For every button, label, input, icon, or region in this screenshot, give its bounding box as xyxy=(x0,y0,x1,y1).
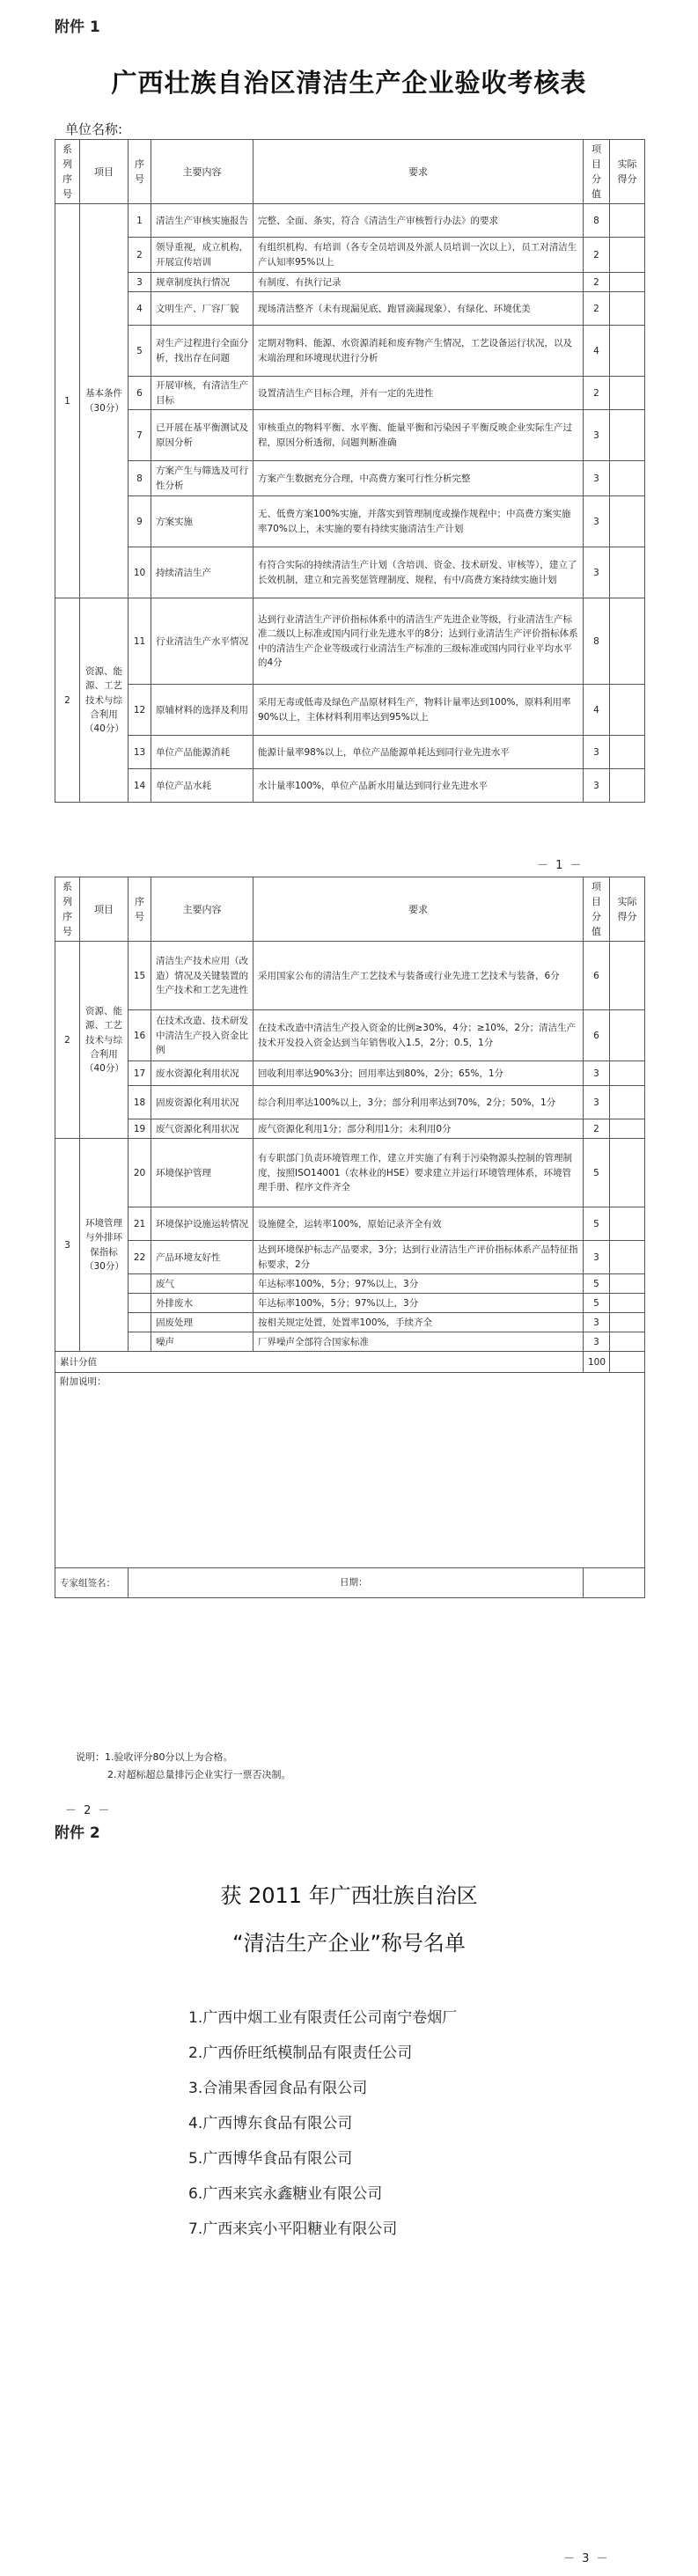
row-requirement: 年达标率100%，5分；97%以上，3分 xyxy=(253,1294,584,1313)
list-item: 7.广西来宾小平阳糖业有限公司 xyxy=(188,2220,398,2238)
table-row xyxy=(55,1313,645,1332)
header-content: 主要内容 xyxy=(151,877,253,942)
row-actual-score[interactable] xyxy=(610,942,645,1010)
row-actual-score[interactable] xyxy=(610,1139,645,1207)
row-no xyxy=(129,1294,151,1313)
row-content: 单位产品能源消耗 xyxy=(151,736,253,769)
header-score: 项目分值 xyxy=(584,140,610,204)
header-series-no: 系列序号 xyxy=(55,140,80,204)
row-requirement: 有组织机构、有培训（各专全员培训及外派人员培训一次以上），员工对清洁生产认知率95%以上 xyxy=(253,238,584,273)
row-no: 6 xyxy=(129,377,151,410)
row-no: 20 xyxy=(129,1139,151,1207)
row-content: 文明生产、厂容厂貌 xyxy=(151,292,253,326)
remarks-label: 附加说明： xyxy=(60,1376,107,1388)
assessment-table-page-1 xyxy=(55,139,645,803)
row-content: 单位产品水耗 xyxy=(151,769,253,803)
table-row xyxy=(55,547,645,598)
row-score: 3 xyxy=(584,736,610,769)
row-actual-score[interactable] xyxy=(610,1010,645,1061)
row-content: 规章制度执行情况 xyxy=(151,273,253,292)
table-row xyxy=(55,377,645,410)
group-seq: 1 xyxy=(55,204,80,598)
row-requirement: 采用无毒或低毒及绿色产品原材料生产，物料计量率达到100%，原料利用率90%以上，主体材料利用率达到95%以上 xyxy=(253,685,584,736)
row-actual-score[interactable] xyxy=(610,292,645,326)
annex-2-label: 附件 2 xyxy=(55,1824,100,1842)
table-row xyxy=(55,598,645,685)
table-row xyxy=(55,1139,645,1207)
row-actual-score[interactable] xyxy=(610,1294,645,1313)
row-no: 15 xyxy=(129,942,151,1010)
row-actual-score[interactable] xyxy=(610,1241,645,1274)
list-item: 3.合浦果香园食品有限公司 xyxy=(188,2080,368,2097)
table-row xyxy=(55,1207,645,1241)
table-row xyxy=(55,1119,645,1139)
group-name: 资源、能源、工艺技术与综合利用（40分） xyxy=(80,942,129,1139)
row-actual-score[interactable] xyxy=(610,547,645,598)
row-requirement: 在技术改造中清洁生产投入资金的比例≥30%，4分；≥10%，2分；清洁生产技术开发投入资金达到当年销售收入1.5，2分；0.5，1分 xyxy=(253,1010,584,1061)
row-score: 3 xyxy=(584,1313,610,1332)
group-name: 基本条件（30分） xyxy=(80,204,129,598)
row-content: 对生产过程进行全面分析，找出存在问题 xyxy=(151,326,253,377)
table-row xyxy=(55,292,645,326)
table-row xyxy=(55,204,645,238)
row-score: 3 xyxy=(584,461,610,496)
header-requirement: 要求 xyxy=(253,877,584,942)
row-score: 6 xyxy=(584,1010,610,1061)
row-requirement: 水计量率100%，单位产品新水用量达到同行业先进水平 xyxy=(253,769,584,803)
row-requirement: 审核重点的物料平衡、水平衡、能量平衡和污染因子平衡反映企业实际生产过程，原因分析透彻，问题判断准确 xyxy=(253,410,584,461)
list-item: 1.广西中烟工业有限责任公司南宁卷烟厂 xyxy=(188,2009,458,2027)
table-row xyxy=(55,1010,645,1061)
row-actual-score[interactable] xyxy=(610,204,645,238)
row-content: 行业清洁生产水平情况 xyxy=(151,598,253,685)
group-seq: 3 xyxy=(55,1139,80,1352)
row-content: 清洁生产审核实施报告 xyxy=(151,204,253,238)
row-content: 噪声 xyxy=(151,1332,253,1352)
row-score: 5 xyxy=(584,1207,610,1241)
row-requirement: 完整、全面、条实，符合《清洁生产审核暂行办法》的要求 xyxy=(253,204,584,238)
row-content: 持续清洁生产 xyxy=(151,547,253,598)
row-no: 7 xyxy=(129,410,151,461)
row-requirement: 方案产生数据充分合理，中高费方案可行性分析完整 xyxy=(253,461,584,496)
page-number-1: － 1 － xyxy=(537,859,584,872)
signature-row xyxy=(55,1568,645,1598)
table-row xyxy=(55,1086,645,1119)
row-requirement: 有专职部门负责环境管理工作，建立并实施了有利于污染物源头控制的管理制度，按照ISO14001（农林业的HSE）要求建立并运行环境管理体系，环境管理手册、程序文件齐全 xyxy=(253,1139,584,1207)
list-item: 5.广西博华食品有限公司 xyxy=(188,2150,353,2168)
row-no xyxy=(129,1313,151,1332)
table-row xyxy=(55,238,645,273)
row-no: 19 xyxy=(129,1119,151,1139)
row-content: 环境保护设施运转情况 xyxy=(151,1207,253,1241)
table-row xyxy=(55,273,645,292)
list-title-line-1: 获 2011 年广西壮族自治区 xyxy=(220,1883,478,1908)
page-number-3: － 3 － xyxy=(563,2552,610,2565)
assessment-table-page-2 xyxy=(55,877,645,1598)
row-requirement: 废气资源化利用1分；部分利用1分；未利用0分 xyxy=(253,1119,584,1139)
row-requirement: 厂界噪声全部符合国家标准 xyxy=(253,1332,584,1352)
header-item: 项目 xyxy=(80,140,129,204)
header-actual: 实际得分 xyxy=(610,877,645,942)
date-field[interactable] xyxy=(584,1568,645,1598)
row-requirement: 设置清洁生产目标合理，并有一定的先进性 xyxy=(253,377,584,410)
row-score: 3 xyxy=(584,1332,610,1352)
row-requirement: 回收利用率达90%3分；回用率达到80%，2分；65%，1分 xyxy=(253,1061,584,1086)
note-2: 2.对超标超总量排污企业实行一票否决制。 xyxy=(107,1769,291,1780)
row-actual-score[interactable] xyxy=(610,326,645,377)
row-score: 5 xyxy=(584,1294,610,1313)
row-content: 环境保护管理 xyxy=(151,1139,253,1207)
row-no xyxy=(129,1274,151,1294)
row-requirement: 无、低费方案100%实施，并落实到管理制度或操作规程中；中高费方案实施率70%以上，未实施的要有持续实施清洁生产计划 xyxy=(253,496,584,547)
table-header-row xyxy=(55,877,645,942)
row-content: 废气资源化利用状况 xyxy=(151,1119,253,1139)
row-score: 8 xyxy=(584,598,610,685)
row-no: 17 xyxy=(129,1061,151,1086)
row-content: 废水资源化利用状况 xyxy=(151,1061,253,1086)
row-score: 2 xyxy=(584,273,610,292)
row-requirement: 有符合实际的持续清洁生产计划（含培训、资金、技术研发、审核等），建立了长效机制，建立和完善奖惩管理制度、规程，有中/高费方案持续实施计划 xyxy=(253,547,584,598)
row-content: 固废处理 xyxy=(151,1313,253,1332)
table-row xyxy=(55,769,645,803)
row-no: 3 xyxy=(129,273,151,292)
row-no: 22 xyxy=(129,1241,151,1274)
header-content: 主要内容 xyxy=(151,140,253,204)
row-content: 开展审核，有清洁生产目标 xyxy=(151,377,253,410)
group-name: 资源、能源、工艺技术与综合利用（40分） xyxy=(80,598,129,803)
row-requirement: 定期对物料、能源、水资源消耗和废弃物产生情况，工艺设备运行状况，以及末端治理和环境现状进行分析 xyxy=(253,326,584,377)
row-score: 3 xyxy=(584,1241,610,1274)
list-item: 2.广西侨旺纸模制品有限责任公司 xyxy=(188,2044,413,2062)
row-content: 方案实施 xyxy=(151,496,253,547)
row-content: 在技术改造、技术研发中清洁生产投入资金比例 xyxy=(151,1010,253,1061)
table-row xyxy=(55,461,645,496)
row-score: 3 xyxy=(584,547,610,598)
remarks-field[interactable] xyxy=(55,1373,645,1568)
list-title-line-2: “清洁生产企业”称号名单 xyxy=(232,1931,466,1956)
row-actual-score[interactable] xyxy=(610,769,645,803)
table-row xyxy=(55,1332,645,1352)
row-score: 3 xyxy=(584,410,610,461)
table-row xyxy=(55,685,645,736)
annex-1-label: 附件 1 xyxy=(55,18,100,36)
date-label: 日期： xyxy=(340,1577,368,1589)
row-no: 11 xyxy=(129,598,151,685)
row-actual-score[interactable] xyxy=(610,1207,645,1241)
row-no: 16 xyxy=(129,1010,151,1061)
row-content: 固废资源化利用状况 xyxy=(151,1086,253,1119)
row-no: 1 xyxy=(129,204,151,238)
row-actual-score[interactable] xyxy=(610,273,645,292)
row-score: 8 xyxy=(584,204,610,238)
list-item: 6.广西来宾永鑫糖业有限公司 xyxy=(188,2185,383,2203)
row-requirement: 达到行业清洁生产评价指标体系中的清洁生产先进企业等级，行业清洁生产标准二级以上标准或国内同行业先进水平的8分；达到行业清洁生产评价指标体系中的清洁生产企业等级或行业清洁生产标准的三级标准或国内同行业平均水平的4分 xyxy=(253,598,584,685)
header-series-no: 系列序号 xyxy=(55,877,80,942)
row-content: 产品环境友好性 xyxy=(151,1241,253,1274)
table-row xyxy=(55,496,645,547)
row-no: 13 xyxy=(129,736,151,769)
row-actual-score[interactable] xyxy=(610,1119,645,1139)
row-score: 2 xyxy=(584,1119,610,1139)
row-score: 6 xyxy=(584,942,610,1010)
unit-name-label: 单位名称: xyxy=(65,121,123,137)
row-requirement: 现场清洁整齐（未有现漏见底、跑冒滴漏现象）、有绿化、环境优美 xyxy=(253,292,584,326)
table-header-row xyxy=(55,140,645,204)
table-row xyxy=(55,1274,645,1294)
table-row xyxy=(55,410,645,461)
row-no: 21 xyxy=(129,1207,151,1241)
header-score: 项目分值 xyxy=(584,877,610,942)
row-no: 18 xyxy=(129,1086,151,1119)
row-actual-score[interactable] xyxy=(610,1274,645,1294)
row-content: 外排废水 xyxy=(151,1294,253,1313)
row-content: 已开展在基平衡测试及原因分析 xyxy=(151,410,253,461)
row-actual-score[interactable] xyxy=(610,461,645,496)
remarks-row xyxy=(55,1373,645,1568)
group-name: 环境管理与外排环保指标（30分） xyxy=(80,1139,129,1352)
table-row xyxy=(55,1241,645,1274)
row-actual-score[interactable] xyxy=(610,1313,645,1332)
row-requirement: 有制度、有执行记录 xyxy=(253,273,584,292)
row-actual-score[interactable] xyxy=(610,377,645,410)
header-no: 序号 xyxy=(129,877,151,942)
row-requirement: 综合利用率达100%以上，3分；部分利用率达到70%，2分；50%，1分 xyxy=(253,1086,584,1119)
row-actual-score[interactable] xyxy=(610,1332,645,1352)
row-score: 2 xyxy=(584,238,610,273)
group-seq: 2 xyxy=(55,942,80,1139)
row-score: 3 xyxy=(584,1086,610,1119)
signature-field[interactable] xyxy=(129,1568,584,1598)
table-row xyxy=(55,942,645,1010)
row-content: 原辅材料的选择及利用 xyxy=(151,685,253,736)
row-actual-score[interactable] xyxy=(610,238,645,273)
signature-label: 专家组签名： xyxy=(55,1568,129,1598)
row-requirement: 采用国家公布的清洁生产工艺技术与装备或行业先进工艺技术与装备，6分 xyxy=(253,942,584,1010)
header-no: 序号 xyxy=(129,140,151,204)
row-requirement: 达到环境保护标志产品要求，3分；达到行业清洁生产评价指标体系产品特征指标要求，2分 xyxy=(253,1241,584,1274)
row-score: 5 xyxy=(584,1274,610,1294)
list-item: 4.广西博东食品有限公司 xyxy=(188,2115,353,2132)
row-requirement: 设施健全，运转率100%，原始记录齐全有效 xyxy=(253,1207,584,1241)
header-requirement: 要求 xyxy=(253,140,584,204)
header-item: 项目 xyxy=(80,877,129,942)
row-no xyxy=(129,1332,151,1352)
row-score: 3 xyxy=(584,1061,610,1086)
row-actual-score[interactable] xyxy=(610,685,645,736)
table-row xyxy=(55,1061,645,1086)
row-no: 5 xyxy=(129,326,151,377)
row-score: 3 xyxy=(584,769,610,803)
row-requirement: 能源计量率98%以上，单位产品能源单耗达到同行业先进水平 xyxy=(253,736,584,769)
table-row xyxy=(55,326,645,377)
row-actual-score[interactable] xyxy=(610,1086,645,1119)
row-no: 4 xyxy=(129,292,151,326)
row-score: 2 xyxy=(584,377,610,410)
row-actual-score[interactable] xyxy=(610,598,645,685)
total-actual-score[interactable] xyxy=(610,1352,645,1373)
row-actual-score[interactable] xyxy=(610,1061,645,1086)
row-no: 10 xyxy=(129,547,151,598)
row-requirement: 年达标率100%，5分；97%以上，3分 xyxy=(253,1274,584,1294)
row-actual-score[interactable] xyxy=(610,736,645,769)
row-no: 2 xyxy=(129,238,151,273)
note-1: 说明：1.验收评分80分以上为合格。 xyxy=(76,1751,233,1763)
row-score: 5 xyxy=(584,1139,610,1207)
table-row xyxy=(55,1294,645,1313)
row-no: 12 xyxy=(129,685,151,736)
page-number-2: － 2 － xyxy=(65,1804,112,1817)
row-no: 8 xyxy=(129,461,151,496)
row-content: 方案产生与筛选及可行性分析 xyxy=(151,461,253,496)
row-content: 领导重视，成立机构，开展宣传培训 xyxy=(151,238,253,273)
row-requirement: 按相关规定处置，处置率100%，手续齐全 xyxy=(253,1313,584,1332)
row-no: 9 xyxy=(129,496,151,547)
total-label: 累计分值 xyxy=(55,1352,584,1373)
row-score: 4 xyxy=(584,685,610,736)
row-score: 3 xyxy=(584,496,610,547)
table-row xyxy=(55,736,645,769)
row-content: 清洁生产技术应用（改造）情况及关键装置的生产技术和工艺先进性 xyxy=(151,942,253,1010)
total-value: 100 xyxy=(584,1352,610,1373)
row-actual-score[interactable] xyxy=(610,410,645,461)
page-title: 广西壮族自治区清洁生产企业验收考核表 xyxy=(111,68,587,98)
row-no: 14 xyxy=(129,769,151,803)
row-score: 4 xyxy=(584,326,610,377)
row-actual-score[interactable] xyxy=(610,496,645,547)
group-seq: 2 xyxy=(55,598,80,803)
total-row xyxy=(55,1352,645,1373)
row-content: 废气 xyxy=(151,1274,253,1294)
header-actual: 实际得分 xyxy=(610,140,645,204)
row-score: 2 xyxy=(584,292,610,326)
